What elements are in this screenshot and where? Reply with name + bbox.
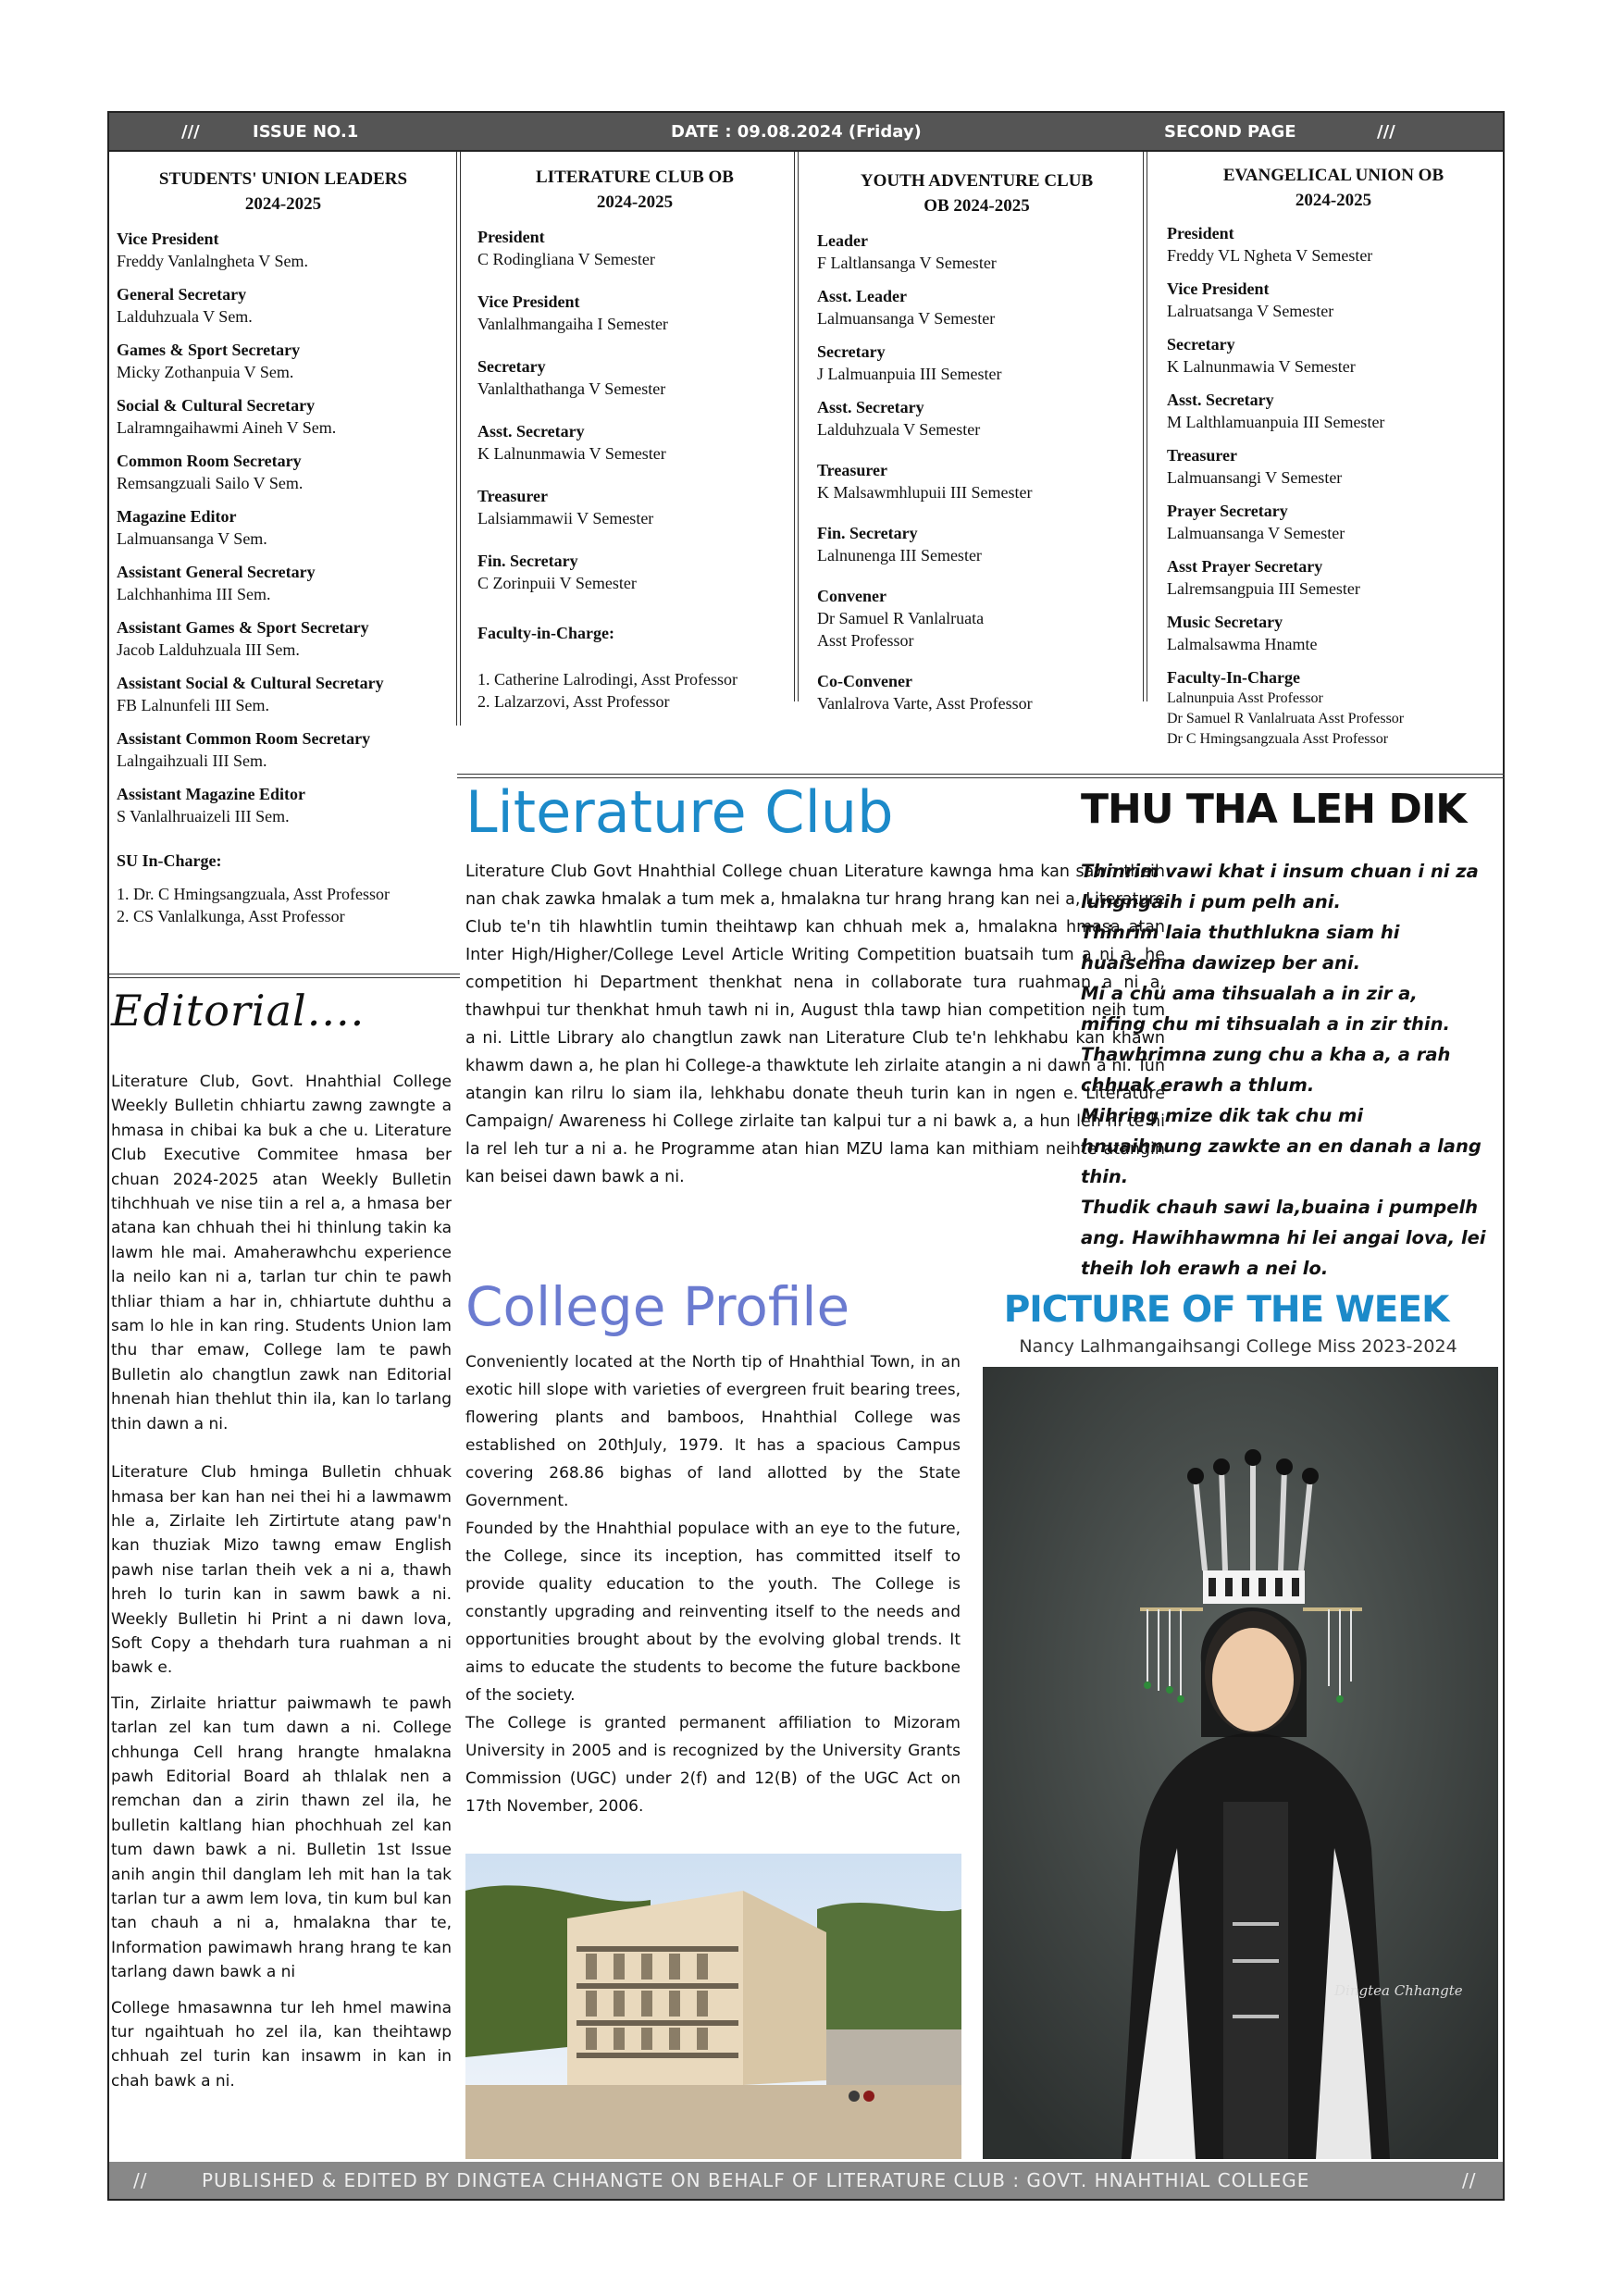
eu-incharge-3: Dr C Hmingsangzuala Asst Professor: [1167, 731, 1389, 747]
lit-ob-list: [477, 226, 792, 594]
list-item: Asst. Secretary M Lalthlamuanpuia III Semester: [1167, 391, 1385, 431]
list-item: Assistant Magazine Editor S Vanlalhruaizeli III Sem.: [117, 785, 305, 825]
quote-line: Thinrim laia thuthlukna siam hi huaisenna dawizep ber ani.: [1081, 922, 1400, 974]
list-item: Treasurer K Malsawmhlupuii III Semester: [817, 461, 1033, 502]
list-item: Treasurer Lalsiammawii V Semester: [477, 487, 654, 527]
header-bar: [109, 113, 1503, 152]
college-profile-title: College Profile: [465, 1275, 850, 1338]
su-leaders-list: [117, 228, 450, 827]
quote-line: Mi a chu ama tihsualah a in zir a, mifing chu mi tihsualah a in zir thin.: [1081, 983, 1450, 1035]
eu-incharge-label: Faculty-In-Charge: [1167, 668, 1300, 687]
list-item: Magazine Editor Lalmuansanga V Sem.: [117, 507, 267, 548]
youth-ob-list: [817, 230, 1136, 714]
youth-ob-section: [817, 165, 1136, 714]
footer-right-mark: //: [1462, 2169, 1477, 2191]
footer-credit: PUBLISHED & EDITED BY DINGTEA CHHANGTE ON BEHALF OF LITERATURE CLUB : GOVT. HNAHTHIAL COLLEGE: [202, 2169, 1310, 2191]
list-item: Vice President Lalruatsanga V Semester: [1167, 279, 1334, 320]
quote-line: Thinrim vawi khat i insum chuan i ni za lungngaih i pum pelh ani.: [1081, 861, 1479, 912]
su-incharge-1: 1. Dr. C Hmingsangzuala, Asst Professor: [117, 885, 390, 903]
header-left-mark: ///: [181, 122, 200, 142]
footer-bar: [109, 2162, 1503, 2199]
literature-club-title: Literature Club: [465, 778, 894, 846]
list-item: Asst. Secretary Lalduhzuala V Semester: [817, 398, 981, 439]
editorial-title: Editorial....: [111, 986, 366, 1036]
list-item: Assistant Common Room Secretary Lalngaihzuali III Sem.: [117, 729, 371, 770]
list-item: President Freddy VL Ngheta V Semester: [1167, 224, 1373, 265]
picture-week-caption: Nancy Lalhmangaihsangi College Miss 2023-2024: [1019, 1336, 1457, 1357]
list-item: Assistant Games & Sport Secretary Jacob Lalduhzuala III Sem.: [117, 618, 369, 659]
college-profile-article: [465, 1274, 961, 1820]
editorial-body: [111, 1070, 452, 2093]
college-building-image: [465, 1854, 961, 2159]
list-item: Secretary Vanlalthathanga V Semester: [477, 357, 666, 398]
picture-of-week-section: [970, 1288, 1506, 1359]
thu-tha-title: THU THA LEH DIK: [1081, 786, 1467, 833]
college-miss-photo: [983, 1367, 1498, 2159]
list-item: Social & Cultural Secretary Lalramngaihawmi Aineh V Sem.: [117, 396, 337, 437]
youth-ob-title: YOUTH ADVENTURE CLUB OB 2024-2025: [860, 171, 1094, 216]
list-item: Assistant General Secretary Lalchhanhima III Sem.: [117, 563, 316, 603]
list-item: Asst Prayer Secretary Lalremsangpuia III Semester: [1167, 557, 1360, 598]
eu-incharge-1: Lalnunpuia Asst Professor: [1167, 690, 1323, 706]
editorial-paragraph: Literature Club hminga Bulletin chhuak hmasa ber kan han nei thei hi a lawmawm hle a, Zirlaite leh Zirtirtute atang paw'n kan thuziak Mizo tawng emaw English pawh nise tarlan theih vek a ni a, thawh hreh lo turin kan in sawm bawk a ni. Weekly Bulletin hi Print a ni dawn lova, Soft Copy a thehdarh tura ruahman a ni bawk e.: [111, 1463, 452, 1678]
picture-week-title: PICTURE OF THE WEEK: [1003, 1289, 1449, 1331]
lit-incharge-label: Faculty-in-Charge:: [477, 624, 614, 642]
list-item: Prayer Secretary Lalmuansanga V Semester: [1167, 502, 1345, 542]
list-item: Vice President Vanlalhmangaiha I Semester: [477, 292, 668, 333]
quote-line: Thudik chauh sawi la,buaina i pumpelh ang. Hawihhawmna hi lei angai lova, lei theih loh erawh a nei lo.: [1081, 1197, 1486, 1279]
lit-ob-section: [477, 161, 792, 713]
su-incharge-label: SU In-Charge:: [117, 851, 222, 870]
list-item: Assistant Social & Cultural Secretary FB Lalnunfeli III Sem.: [117, 674, 384, 714]
thu-tha-section: [1081, 784, 1488, 1284]
thu-tha-lines: [1081, 856, 1488, 1284]
lit-ob-title: LITERATURE CLUB OB 2024-2025: [536, 168, 734, 212]
list-item: Games & Sport Secretary Micky Zothanpuia V Sem.: [117, 341, 301, 381]
list-item: Leader F Laltlansanga V Semester: [817, 231, 997, 272]
header-right-mark: ///: [1377, 122, 1395, 142]
editorial-section: [111, 983, 452, 2117]
list-item: Asst. Leader Lalmuansanga V Semester: [817, 287, 996, 328]
list-item: Fin. Secretary C Zorinpuii V Semester: [477, 552, 637, 592]
list-item: General Secretary Lalduhzuala V Sem.: [117, 285, 253, 326]
issue-number: ISSUE NO.1: [253, 122, 359, 142]
list-item: Common Room Secretary Remsangzuali Sailo V Sem.: [117, 452, 304, 492]
newsletter-page: [107, 111, 1505, 2201]
list-item: Co-Convener Vanlalrova Varte, Asst Professor: [817, 672, 1033, 713]
eu-incharge-2: Dr Samuel R Vanlalruata Asst Professor: [1167, 711, 1405, 726]
list-item: Fin. Secretary Lalnunenga III Semester: [817, 524, 982, 565]
page-label: SECOND PAGE: [1164, 122, 1296, 142]
lit-incharge-2: 2. Lalzarzovi, Asst Professor: [477, 692, 670, 711]
literature-club-body: Literature Club Govt Hnahthial College chuan Literature kawnga hma kan sawn theih nan chak zawka hmalak a tum mek a, hmalakna tur hrang hrang kan nei a, Literature Club te'n tih hlawhtlin tumin theihtawp kan chhuah mek a, hmalakna hmasa atan Inter High/Higher/College Level Article Writing Competition buatsaih tum a ni a, he competition hi Department thenkhat nena in collaborate tura ruahman a ni a, thawhpui tur thenkhat hmuh tawh ni in, August thla tawp hian competition neih tum a ni. Little Library alo changtlun zawk nan Literature Club te'n lehkhabu kan khawn khawm dawn a, he plan hi College-a thawktute leh zirlaite atangin a ni dawn a ni. Tun atangin kan rilru lo siam ila, lehkhabu donate theuh turin kan in ngen e. Literature Campaign/ Awareness hi College zirlaite tan kalpui tur a ni bawk a, a hun leh ni te hi la rel leh tur a ni a. he Programme atan hian MZU lama kan mithiam neihte atangin kan beisei dawn bawk a ni.: [465, 863, 1165, 1186]
lit-incharge-1: 1. Catherine Lalrodingi, Asst Professor: [477, 670, 738, 689]
footer-left-mark: //: [133, 2169, 148, 2191]
issue-date: DATE : 09.08.2024 (Friday): [671, 122, 922, 142]
list-item: Convener Dr Samuel R Vanlalruata Asst Professor: [817, 587, 985, 650]
su-leaders-section: [117, 163, 450, 927]
list-item: President C Rodingliana V Semester: [477, 228, 655, 268]
list-item: Music Secretary Lalmalsawma Hnamte: [1167, 613, 1318, 653]
eu-ob-section: [1167, 159, 1500, 750]
college-profile-body: Conveniently located at the North tip of Hnahthial Town, in an exotic hill slope with varieties of evergreen fruit bearing trees, flowering plants and bamboos, Hnahthial College was established on 20thJuly, 1979. It has a spacious Campus covering 268.86 bighas of land allotted by the State Government. Founded by the Hnahthial populace with an eye to the future, the College, since its inception, has committed itself to provide quality education to the youth. The College is constantly upgrading and reinventing itself to the needs and opportunities brought about by the evolving global trends. It aims to educate the students to become the future backbone of the society. The College is granted permanent affiliation to Mizoram University in 2005 and is recognized by the University Grants Commission (UGC) under 2(f) and 12(B) of the UGC Act on 17th November, 2006.: [465, 1353, 961, 1816]
list-item: Treasurer Lalmuansangi V Semester: [1167, 446, 1343, 487]
quote-line: Thawhrimna zung chu a kha a, a rah chhuak erawh a thlum.: [1081, 1044, 1451, 1096]
su-incharge-2: 2. CS Vanlalkunga, Asst Professor: [117, 907, 345, 925]
eu-ob-title: EVANGELICAL UNION OB 2024-2025: [1222, 166, 1444, 210]
eu-ob-list: [1167, 222, 1500, 655]
su-leaders-title: STUDENTS' UNION LEADERS 2024-2025: [158, 169, 408, 214]
list-item: Secretary K Lalnunmawia V Semester: [1167, 335, 1356, 376]
college-miss-image: [983, 1367, 1498, 2159]
list-item: Asst. Secretary K Lalnunmawia V Semester: [477, 422, 666, 463]
editorial-paragraph: Tin, Zirlaite hriattur paiwmawh te pawh tarlan zel kan tum dawn a ni. College chhunga Cell hrang hrangte hmalakna pawh Editorial Board ah thlalak nen a remchan dan a zirin thawn zel ila, he bulletin kaltlang hian phochhuah zel kan tum dawn bawk a ni. Bulletin 1st Issue anih angin thil danglam leh mit han la tak tarlan tur a awm lem lova, tin kum bul kan tan chauh a ni a, hmalakna thar te, Information pawimawh hrang hrang te kan tarlang dawn bawk a ni: [111, 1694, 452, 1982]
quote-line: Mihring mize dik tak chu mi hnuaihnung zawkte an en danah a lang thin.: [1081, 1105, 1481, 1187]
college-building-photo: [465, 1854, 961, 2159]
list-item: Secretary J Lalmuanpuia III Semester: [817, 342, 1002, 383]
literature-club-article: [465, 777, 1165, 1191]
list-item: Vice President Freddy Vanlalngheta V Sem.: [117, 230, 308, 270]
photographer-signature: Dingtea Chhangte: [1334, 1982, 1463, 1999]
editorial-paragraph: Literature Club, Govt. Hnahthial College Weekly Bulletin chhiartu zawng zawngte a hmasa in chibai ka buk a che u. Literature Club Executive Commitee hmasa ber chuan 2024-2025 atan Weekly Bulletin tihchhuah ve nise tiin a rel a, a hmasa ber atana kan chhuah thei hi thinlung takin ka lawm hle mai. Amaherawhchu experience la neilo kan ni a, tarlan tur chin te pawh thliar thiam a har in, chhiartute duhthu a sam lo hle in kan ring. Students Union lam thu thar emaw, College lam te pawh Bulletin alo changtlun zawk nan Editorial hnenah hian thehlut thin ila, kan lo tarlang thin dawn a ni.: [111, 1073, 452, 1433]
editorial-paragraph: College hmasawnna tur leh hmel mawina tur ngaihtuah ho zel ila, kan theihtawp chhuah zel turin kan insawm in kan in chah bawk a ni.: [111, 1998, 452, 2091]
